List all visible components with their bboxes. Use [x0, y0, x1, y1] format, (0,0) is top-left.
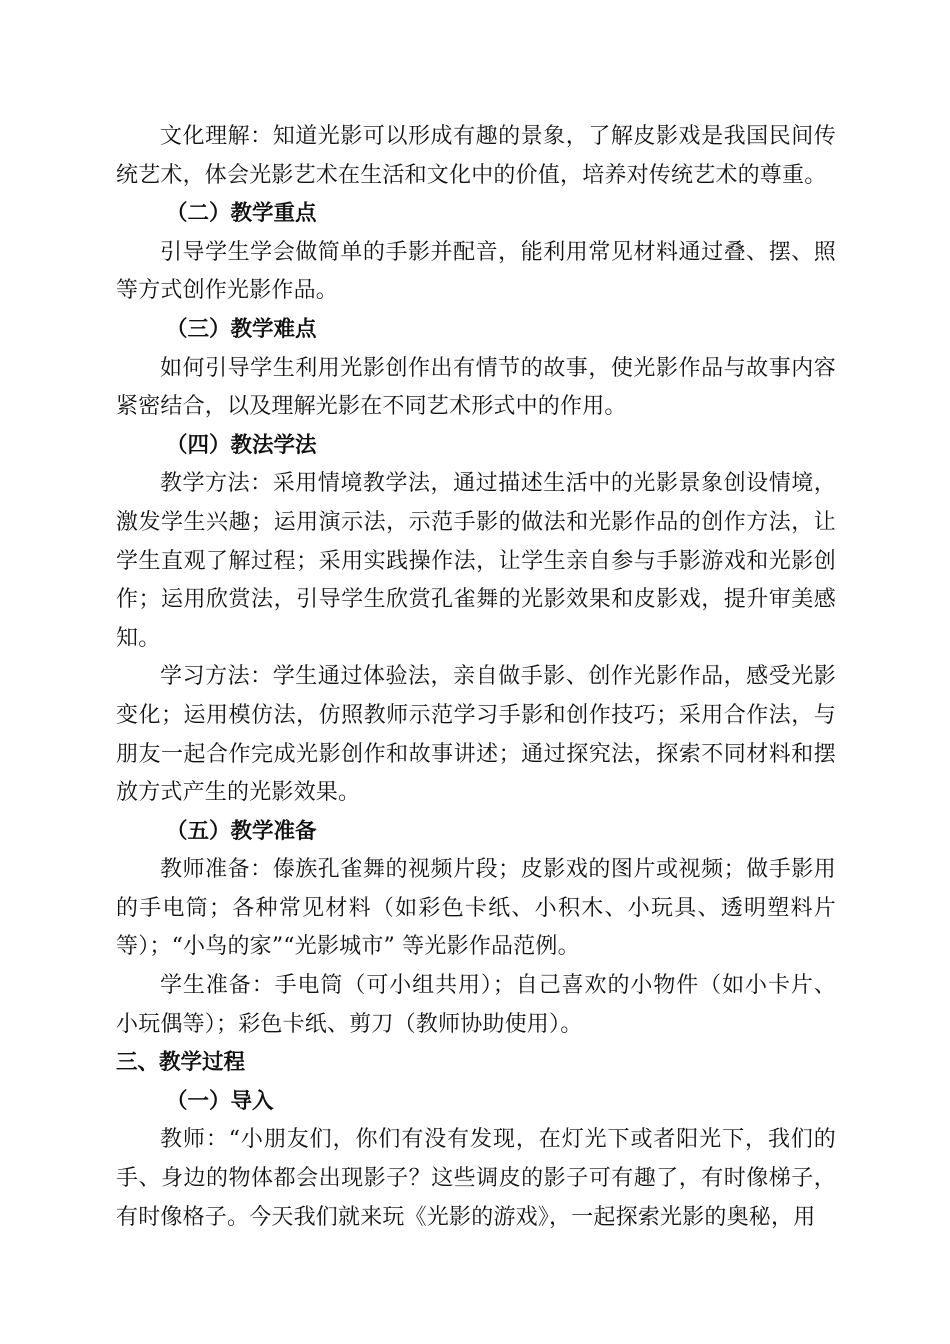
paragraph-teacher-preparation: 教师准备：傣族孔雀舞的视频片段；皮影戏的图片或视频；做手影用的手电筒；各种常见材料（如彩色卡纸、小积木、小玩具、透明塑料片等）；“小鸟的家”“光影城市” 等光影作品范例。 — [116, 857, 836, 960]
paragraph-teaching-method: 教学方法：采用情境教学法，通过描述生活中的光影景象创设情境，激发学生兴趣；运用演示法，示范手影的做法和光影作品的创作方法，让学生直观了解过程；采用实践操作法，让学生亲自参与手影游戏和光影创作；运用欣赏法，引导学生欣赏孔雀舞的光影效果和皮影戏，提升审美感知。 — [116, 471, 836, 651]
paragraph-culture-understanding: 文化理解：知道光影可以形成有趣的景象，了解皮影戏是我国民间传统艺术，体会光影艺术在生活和文化中的价值，培养对传统艺术的尊重。 — [116, 124, 836, 188]
paragraph-key-points: 引导学生学会做简单的手影并配音，能利用常见材料通过叠、摆、照等方式创作光影作品。 — [116, 239, 836, 304]
heading-preparation: （五）教学准备 — [166, 818, 317, 844]
heading-introduction: （一）导入 — [166, 1088, 274, 1114]
paragraph-difficulties: 如何引导学生利用光影创作出有情节的故事，使光影作品与故事内容紧密结合，以及理解光影在不同艺术形式中的作用。 — [116, 355, 836, 420]
heading-key-points: （二）教学重点 — [166, 201, 317, 227]
heading-difficulties: （三）教学难点 — [166, 316, 317, 342]
paragraph-introduction: 教师：“小朋友们，你们有没有发现，在灯光下或者阳光下，我们的手、身边的物体都会出现影子？这些调皮的影子可有趣了，有时像梯子，有时像格子。今天我们就来玩《光影的游戏》，一起探索光影的奥秘，用 — [116, 1127, 836, 1230]
document-page — [116, 118, 836, 1237]
heading-methods: （四）教法学法 — [166, 432, 317, 458]
paragraph-learning-method: 学习方法：学生通过体验法，亲自做手影、创作光影作品，感受光影变化；运用模仿法，仿照教师示范学习手影和创作技巧；采用合作法，与朋友一起合作完成光影创作和故事讲述；通过探究法，探索不同材料和摆放方式产生的光影效果。 — [116, 664, 836, 806]
paragraph-student-preparation: 学生准备：手电筒（可小组共用）；自己喜欢的小物件（如小卡片、小玩偶等）；彩色卡纸、剪刀（教师协助使用）。 — [116, 973, 836, 1037]
heading-teaching-process: 三、教学过程 — [116, 1050, 246, 1076]
